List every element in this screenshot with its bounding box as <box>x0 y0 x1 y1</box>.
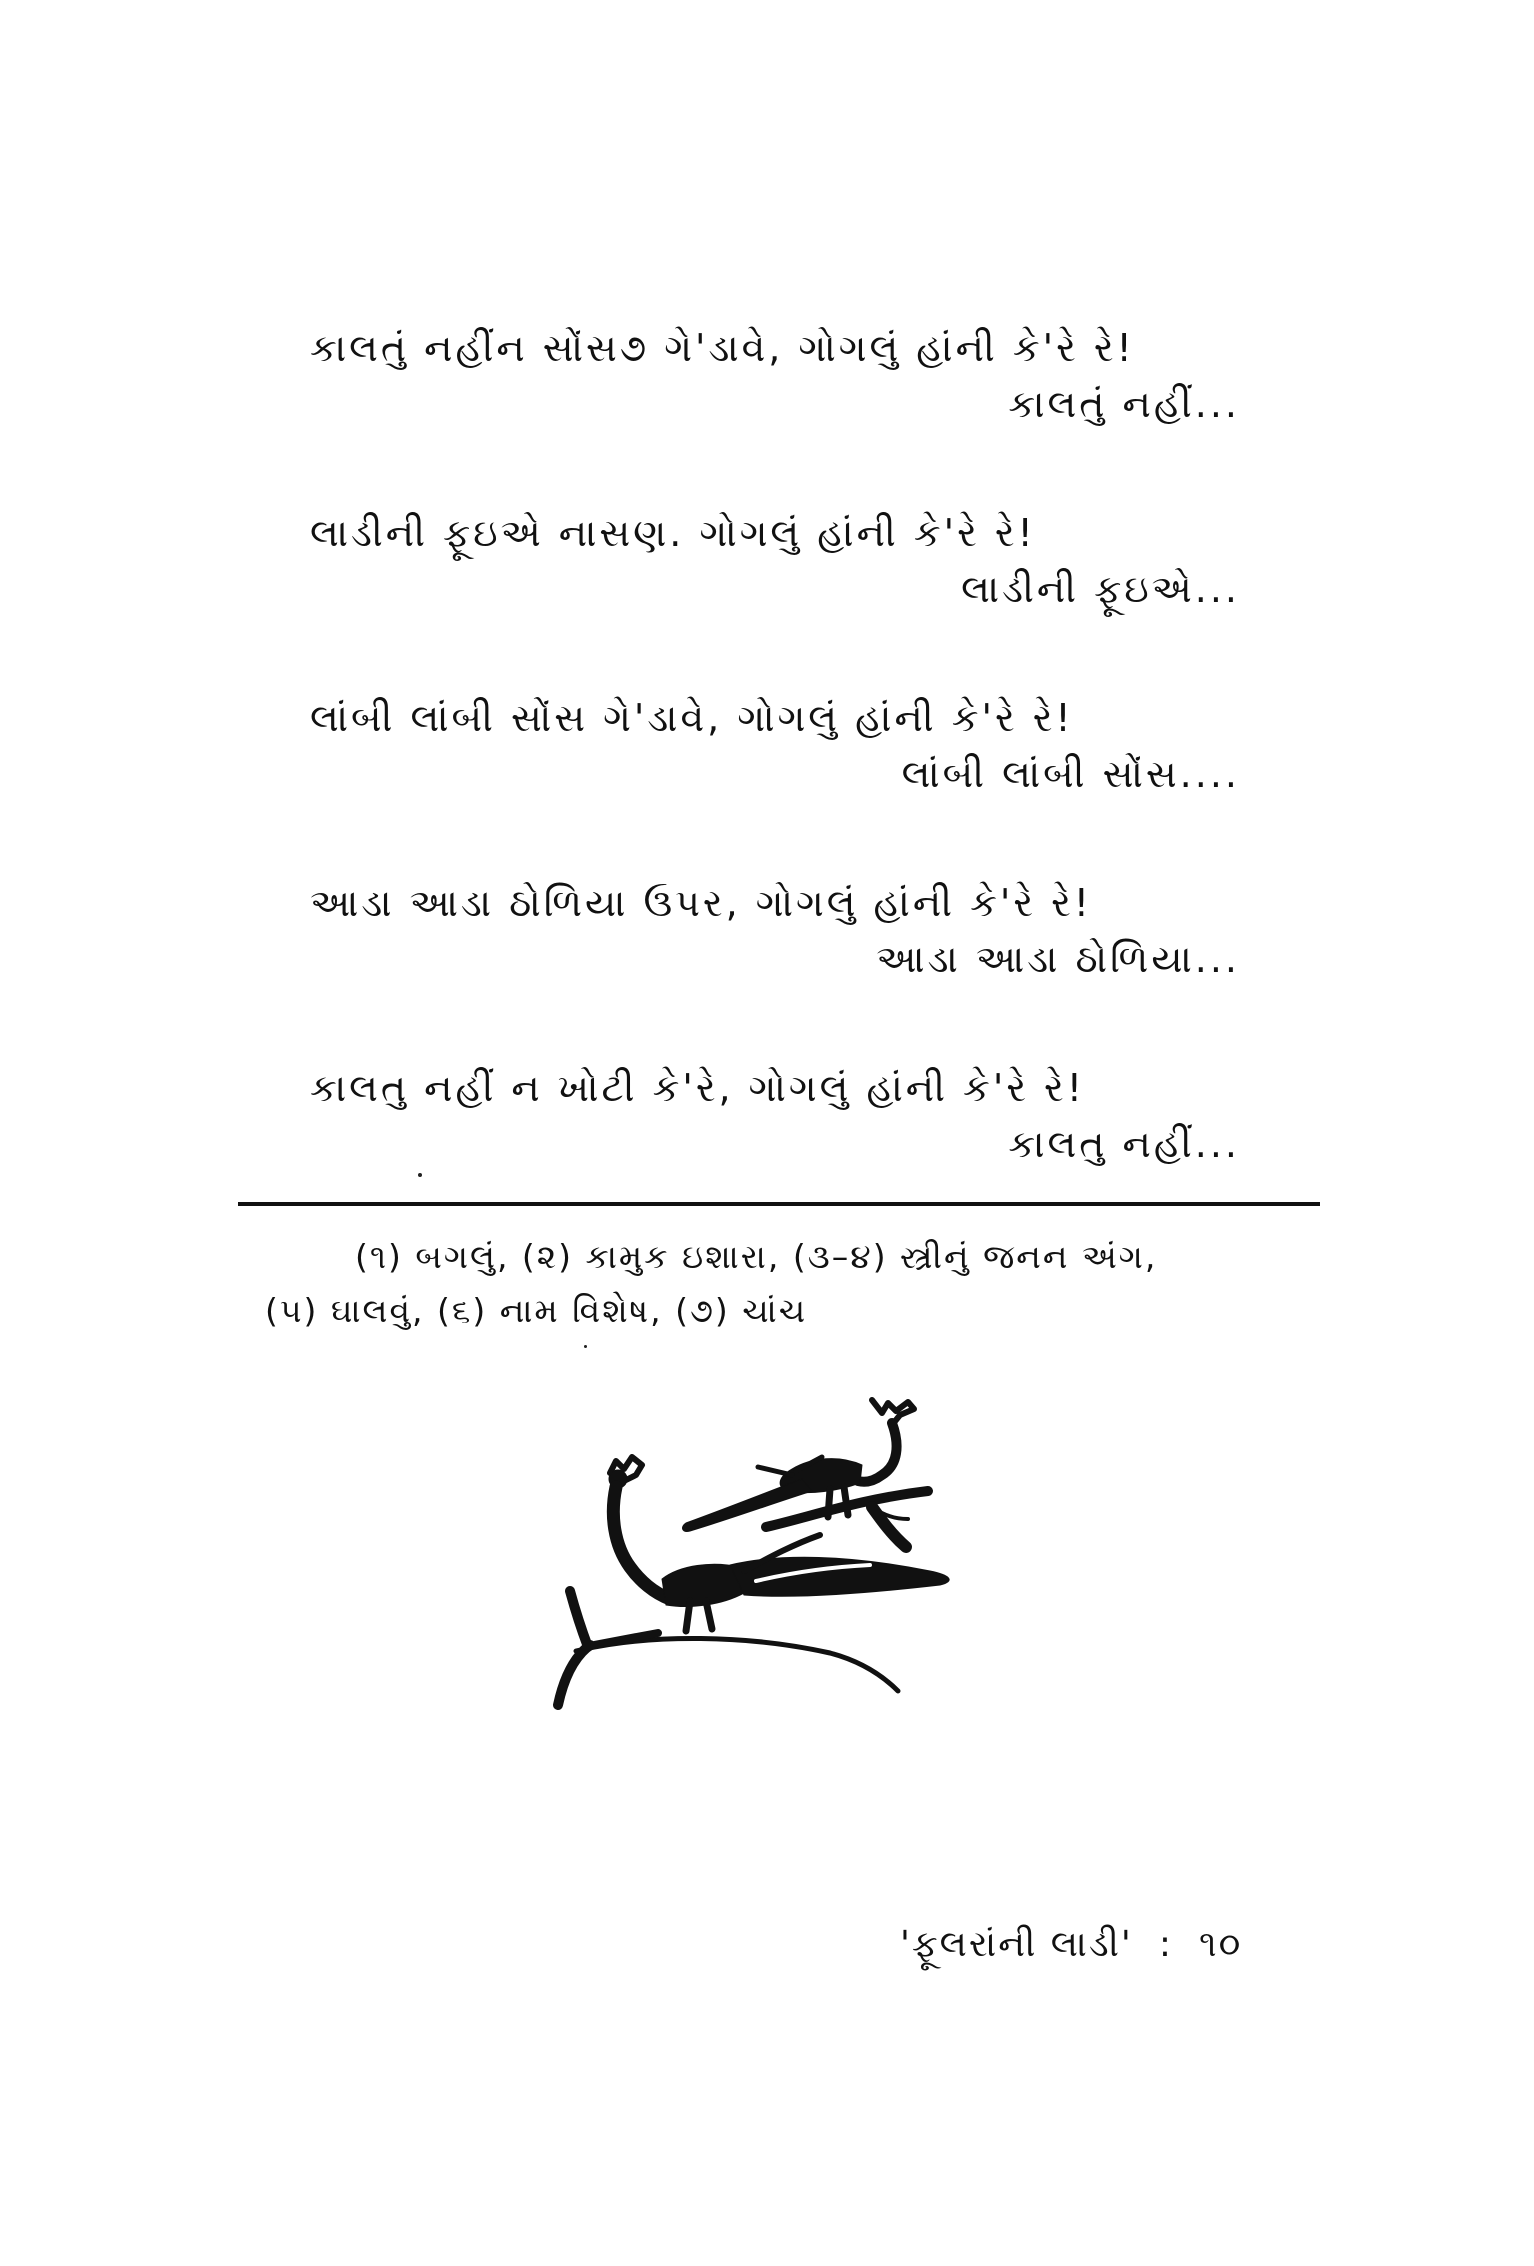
footnote-line-2: (૫) ઘાલવું, (૬) નામ વિશેષ, (૭) ચાંચ <box>265 1291 808 1330</box>
footnotes <box>265 1230 1325 1338</box>
stanza-5 <box>310 1060 1240 1172</box>
page-number: ૧૦ <box>1198 1924 1243 1965</box>
refrain-line: લાડીની ફૂઇએ... <box>961 567 1240 611</box>
refrain-line: કાલતું નહીં... <box>1008 382 1240 426</box>
refrain-line: કાલતુ નહીં... <box>1008 1122 1240 1166</box>
footnote-line-1: (૧) બગલું, (૨) કામુક ઇશારા, (૩–૪) સ્ત્રીનું જનન અંગ, <box>355 1237 1158 1276</box>
verse-line: લાડીની ફૂઇએ નાસણ. ગોગલું હાંની કે'રે રે! <box>310 511 1036 555</box>
print-speck <box>418 1173 422 1177</box>
footer-separator: : <box>1158 1924 1173 1965</box>
verse-line: લાંબી લાંબી સોંસ ગે'ડાવે, ગોગલું હાંની કે'રે રે! <box>310 696 1074 740</box>
refrain-line: લાંબી લાંબી સોંસ.... <box>901 752 1240 796</box>
page-footer <box>900 1920 1300 1970</box>
stanza-4 <box>310 875 1240 987</box>
refrain-line: આડા આડા ઠોળિયા... <box>876 937 1240 981</box>
footnote-divider <box>238 1202 1320 1206</box>
stanza-2 <box>310 505 1240 617</box>
book-title: 'ફૂલરાંની લાડી' <box>900 1924 1133 1965</box>
stanza-3 <box>310 690 1240 802</box>
verse-line: કાલતું નહીંન સોંસ૭ ગે'ડાવે, ગોગલું હાંની કે'રે રે! <box>310 326 1135 370</box>
peacock-pair-on-branch-icon <box>530 1395 1030 1765</box>
stanza-1 <box>310 320 1240 432</box>
verse-line: કાલતુ નહીં ન ખોટી કે'રે, ગોગલું હાંની કે'રે રે! <box>310 1066 1085 1110</box>
print-speck <box>584 1345 587 1348</box>
verse-line: આડા આડા ઠોળિયા ઉપર, ગોગલું હાંની કે'રે રે! <box>310 881 1092 925</box>
